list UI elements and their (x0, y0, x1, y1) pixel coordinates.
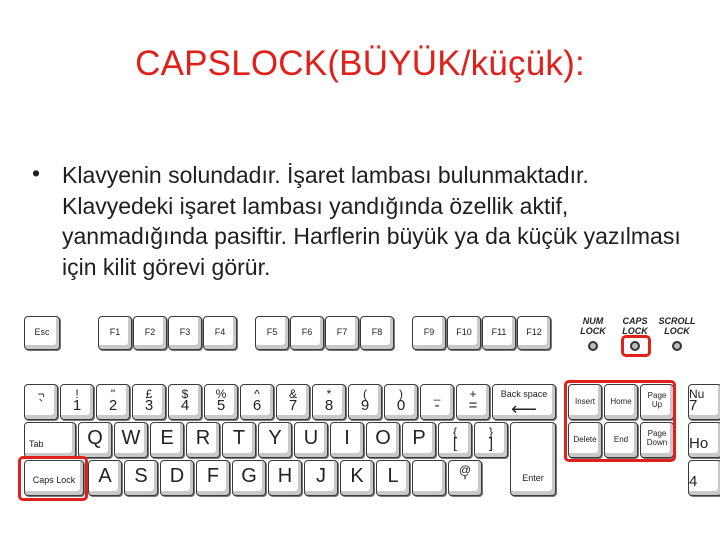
letter-key-label: I (344, 427, 350, 449)
f-key-label: F5 (266, 327, 278, 337)
caps-lock-key-highlight (18, 456, 88, 501)
bracket-key-top: } (488, 425, 493, 439)
f-key (255, 316, 289, 350)
numpad-key-bottom: Ho (689, 435, 709, 452)
backspace-arrow-icon: ⟵ (511, 399, 537, 419)
enter-key (510, 422, 556, 496)
f-key-label: F8 (371, 327, 383, 337)
at-key-top: @ (458, 463, 472, 477)
numpad-key-top: Nu (689, 387, 705, 401)
number-key-bottom: 6 (252, 397, 262, 414)
f-key-label: F3 (179, 327, 191, 337)
caps-lock-key-label: Caps Lock (32, 475, 76, 485)
letter-key (150, 422, 184, 458)
f-key (482, 316, 516, 350)
letter-key-label: Y (268, 427, 282, 449)
number-key-top: % (215, 387, 227, 401)
numpad-key (688, 460, 720, 496)
number-key-top: ¬ (37, 387, 45, 401)
numpad-key (688, 422, 720, 458)
letter-key (78, 422, 112, 458)
letter-key (186, 422, 220, 458)
indicator-led-icon (672, 341, 682, 351)
number-key (204, 384, 238, 420)
letter-key-label: Q (87, 427, 103, 449)
letter-key (294, 422, 328, 458)
f-key (412, 316, 446, 350)
slide-title: CAPSLOCK(BÜYÜK/küçük): (135, 44, 585, 83)
number-key-top: ) (399, 387, 403, 401)
letter-key (160, 460, 194, 496)
number-key-top: _ (433, 387, 441, 401)
number-key-bottom: 9 (360, 397, 370, 414)
number-key-top: ^ (254, 387, 260, 401)
number-key-top: ( (363, 387, 367, 401)
letter-key (366, 422, 400, 458)
backspace-label: Back space (500, 389, 548, 399)
enter-key-label: Enter (522, 473, 544, 483)
f-key-label: F6 (301, 327, 313, 337)
numpad-key-bottom: 7 (689, 397, 698, 414)
letter-key (376, 460, 410, 496)
bracket-key-bottom: ] (488, 435, 494, 452)
letter-key (330, 422, 364, 458)
number-key-bottom: ` (38, 397, 44, 414)
f-key-label: F4 (214, 327, 226, 337)
nav-key-label: Insert (574, 397, 595, 406)
letter-key-label: P (412, 427, 426, 449)
f-key (325, 316, 359, 350)
letter-key-label: W (121, 427, 141, 449)
nav-key-label: Delete (573, 435, 597, 444)
letter-key-label: K (350, 465, 364, 487)
numpad-key (688, 384, 720, 420)
f-key-label: F2 (144, 327, 156, 337)
bullet-dot-icon: • (32, 160, 41, 186)
indicator-label: CAPS LOCK (622, 316, 648, 336)
number-key-bottom: = (468, 397, 478, 414)
letter-key-label: A (98, 465, 112, 487)
bullet-text: Klavyenin solundadır. İşaret lambası bulunmaktadır. Klavyedeki işaret lambası yandığında özellik aktif, yanmadığında pasiftir. Harflerin büyük ya da küçük yazılması için kilit görevi görür. (62, 162, 681, 280)
letter-key (232, 460, 266, 496)
letter-key (340, 460, 374, 496)
letter-key (124, 460, 158, 496)
number-key-bottom: 5 (216, 397, 226, 414)
number-key (420, 384, 454, 420)
number-key-bottom: 8 (324, 397, 334, 414)
letter-key-label: F (206, 465, 220, 487)
esc-key-label: Esc (34, 327, 50, 337)
f-key-label: F10 (456, 327, 472, 337)
at-key-bottom: ' (463, 473, 467, 490)
esc-key (24, 316, 60, 350)
letter-key-label: G (241, 465, 257, 487)
letter-key (258, 422, 292, 458)
number-key (96, 384, 130, 420)
nav-cluster-highlight (564, 380, 676, 462)
number-key-top: ! (75, 387, 79, 401)
f-key (168, 316, 202, 350)
letter-key-label: D (169, 465, 185, 487)
f-key-label: F12 (526, 327, 542, 337)
letter-key (88, 460, 122, 496)
letter-key-label: R (195, 427, 211, 449)
letter-key-label: U (303, 427, 319, 449)
number-key-top: * (326, 387, 332, 401)
f-key-label: F7 (336, 327, 348, 337)
letter-key (222, 422, 256, 458)
nav-key-label: Home (610, 397, 632, 406)
letter-key (114, 422, 148, 458)
number-key-top: " (110, 387, 116, 401)
number-key-bottom: 0 (396, 397, 406, 414)
bracket-key (438, 422, 472, 458)
f-key (447, 316, 481, 350)
keyboard-image (0, 300, 720, 540)
tab-key (24, 422, 76, 458)
bracket-key-bottom: [ (452, 435, 458, 452)
f-key (133, 316, 167, 350)
number-key (240, 384, 274, 420)
letter-key (196, 460, 230, 496)
blank-key (412, 460, 446, 496)
number-key-top: + (469, 387, 477, 401)
caps-lock-led-highlight (621, 335, 651, 357)
number-key (60, 384, 94, 420)
letter-key (268, 460, 302, 496)
f-key (98, 316, 132, 350)
nav-key-label: End (613, 435, 629, 444)
letter-key-label: O (375, 427, 391, 449)
number-key-top: $ (181, 387, 189, 401)
f-key (203, 316, 237, 350)
number-key-top: & (288, 387, 297, 401)
number-key-bottom: 7 (288, 397, 298, 414)
indicator-label: SCROLL LOCK (658, 316, 696, 336)
number-key (312, 384, 346, 420)
letter-key-label: J (316, 465, 326, 487)
number-key-bottom: - (434, 397, 440, 414)
tab-key-label: Tab (29, 439, 44, 449)
number-key (456, 384, 490, 420)
number-key-top: £ (145, 387, 153, 401)
bracket-key (474, 422, 508, 458)
f-key-label: F11 (491, 327, 507, 337)
f-key-label: F9 (423, 327, 435, 337)
number-key-bottom: 4 (180, 397, 190, 414)
at-key (448, 460, 482, 496)
number-key-bottom: 1 (72, 397, 82, 414)
number-key (168, 384, 202, 420)
bracket-key-top: { (452, 425, 457, 439)
number-key (384, 384, 418, 420)
number-key-bottom: 2 (108, 397, 118, 414)
indicator-led-icon (588, 341, 598, 351)
number-key (24, 384, 58, 420)
letter-key (402, 422, 436, 458)
letter-key-label: H (277, 465, 293, 487)
letter-key-label: L (387, 465, 399, 487)
letter-key-label: T (232, 427, 246, 449)
letter-key-label: E (160, 427, 174, 449)
number-key-bottom: 3 (144, 397, 154, 414)
backspace-key (492, 384, 556, 420)
number-key (348, 384, 382, 420)
nav-key-label: Page Up (647, 391, 667, 409)
numpad-key-bottom: 4 (689, 473, 698, 490)
indicator-label: NUM LOCK (580, 316, 606, 336)
number-key (132, 384, 166, 420)
f-key (360, 316, 394, 350)
f-key-label: F1 (109, 327, 121, 337)
letter-key-label: S (134, 465, 148, 487)
number-key (276, 384, 310, 420)
nav-key-label: Page Down (646, 429, 668, 447)
f-key (517, 316, 551, 350)
letter-key (304, 460, 338, 496)
f-key (290, 316, 324, 350)
